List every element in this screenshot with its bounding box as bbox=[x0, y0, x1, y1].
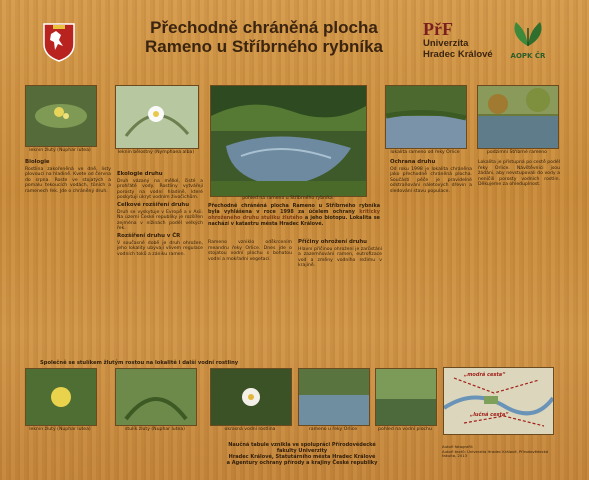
col1-heading: Biologie bbox=[25, 159, 50, 165]
university-name-1: Univerzita bbox=[423, 38, 469, 49]
text-column-3b bbox=[298, 240, 382, 350]
text-column-5 bbox=[478, 160, 560, 355]
caption-top-3: pohled na rameno u Stříbrného rybníka bbox=[242, 196, 333, 201]
university-mark: PřF bbox=[423, 19, 453, 39]
col2-text: Druh vázaný na mělké, čisté a prohřáté vody. Rostliny vytvářejí porosty na vodní hladině, které poskytují úkryt vodním živočichům. bbox=[117, 178, 203, 201]
trail-map bbox=[443, 367, 554, 435]
photo-plant-1 bbox=[25, 85, 97, 147]
caption-bottom-4: rameno u řeky Orlice bbox=[308, 427, 358, 432]
bottom-section-title: Společně se stulíkem žlutým rostou na lokalitě i další vodní rostliny bbox=[40, 360, 239, 366]
photo-bottom-3 bbox=[210, 368, 292, 426]
board-title bbox=[118, 18, 410, 56]
footer-credits bbox=[222, 442, 382, 466]
col4-text: Od roku 1998 je lokalita chráněna jako přechodně chráněná plocha. Součástí péče je pravidelné odstraňování náletových dřevin a sledování stavu populace. bbox=[390, 166, 472, 194]
title-line-1: Přechodně chráněná plocha bbox=[150, 18, 378, 37]
col5-text: Lokalita je přístupná po cestě podél řeky Orlice. Návštěvníci jsou žádáni, aby nevstupovali do vody a neničili porosty vodních rostlin. Děkujeme za ohleduplnost. bbox=[478, 160, 560, 188]
footer-line-2: Hradec Králové, Statutárního města Hradec Králové bbox=[228, 454, 376, 460]
photo-autumn-oxbow bbox=[477, 85, 559, 149]
footer-line-3: a Agentury ochrany přírody a krajiny České republiky bbox=[226, 460, 378, 466]
col2-heading-3: Rozšíření druhu v ČR bbox=[117, 232, 181, 239]
intro-paragraph bbox=[208, 203, 380, 227]
col3-text-2: Hlavní příčinou ohrožení je zarůstání a zazemňování ramen, eutrofizace vod a změny vodního režimu v krajině. bbox=[298, 246, 382, 269]
intro-text-emphasis: kriticky ohroženého druhu stulíku žlutého bbox=[208, 209, 380, 221]
caption-top-1: leknín žlutý (Nuphar lutea) bbox=[29, 148, 91, 153]
col2-heading-2: Celkové rozšíření druhu bbox=[117, 201, 190, 208]
text-column-1 bbox=[25, 160, 111, 350]
caption-bottom-2: stulík žlutý (Nuphar lutea) bbox=[125, 427, 185, 432]
photo-bottom-4 bbox=[298, 368, 370, 426]
caption-bottom-1: leknín žlutý (Nuphar lutea) bbox=[29, 427, 91, 432]
footer-line-1: Naučná tabule vznikla ve spolupráci Přírodovědecké fakulty Univerzity bbox=[228, 442, 376, 454]
col2-text-3: V současné době je druh ohrožen, jeho lokality ubývají vlivem regulace vodních toků a zániku ramen. bbox=[117, 240, 203, 257]
photo-oxbow-2 bbox=[385, 85, 467, 149]
photo-bottom-2 bbox=[115, 368, 197, 426]
map-label-2: „lučná cesta“ bbox=[470, 412, 509, 418]
leaf-logo-icon bbox=[508, 18, 548, 48]
caption-top-2: leknín bělostný (Nymphaea alba) bbox=[117, 150, 195, 155]
author-credits bbox=[442, 445, 562, 459]
map-label-1: „modrá cesta“ bbox=[464, 372, 506, 378]
university-logo bbox=[423, 20, 493, 60]
col3-text: Rameno vzniklo odškrcením meandru řeky Orlice. Dnes jde o stojatou vodní plochu s bohatou vodní a mokřadní vegetací. bbox=[208, 240, 292, 262]
text-column-4 bbox=[390, 160, 472, 355]
photo-plant-2 bbox=[115, 85, 199, 149]
intro-text-a: Přechodně chráněná plocha Rameno u Stříbrného rybníka byla vyhlášena v roce 1998 za účelem ochrany bbox=[208, 203, 380, 215]
caption-bottom-5: pohled na vodní plochu bbox=[378, 427, 432, 432]
col1-text: Rostlina zakořeněná ve dně, listy plovoucí na hladině. Kvete od června do srpna. Roste ve stojatých a pomalu tekoucích vodách, tůních a ramenech řek. Jde o chráněný druh. bbox=[25, 166, 111, 194]
caption-top-5: podzimní Stříbrné rameno bbox=[487, 150, 547, 155]
col3-heading: Příčiny ohrožení druhu bbox=[298, 239, 368, 245]
credits-line-2: Autoři textů: Univerzita Hradec Králové, Přírodovědecká fakulta, 2013 bbox=[442, 448, 549, 459]
caption-top-4: lokalita rameno od řeky Orlice bbox=[390, 150, 460, 155]
intro-text-b: a jeho biotopu. Lokalita se nachází v katastru města Hradec Králové. bbox=[208, 215, 381, 227]
col2-text-2: Druh se vyskytuje v Evropě a v Asii. Na území České republiky je rozšířen zejména v nížinách podél velkých řek. bbox=[117, 209, 203, 232]
aopk-label: AOPK ČR bbox=[510, 52, 546, 60]
university-name-2: Hradec Králové bbox=[423, 49, 493, 60]
photo-bottom-5 bbox=[375, 368, 437, 426]
text-column-3 bbox=[208, 240, 292, 350]
col2-heading: Ekologie druhu bbox=[117, 171, 163, 177]
title-line-2: Rameno u Stříbrného rybníka bbox=[144, 37, 384, 56]
aopk-logo bbox=[503, 18, 553, 60]
photo-oxbow-lake bbox=[210, 85, 367, 197]
caption-bottom-3: okrasná vodní rostlina bbox=[224, 427, 276, 432]
col4-heading: Ochrana druhu bbox=[390, 159, 436, 165]
text-column-2 bbox=[117, 172, 203, 357]
credits-line-1: Autoři fotografií: bbox=[442, 444, 474, 449]
city-crest-icon bbox=[42, 22, 76, 62]
photo-bottom-1 bbox=[25, 368, 97, 426]
